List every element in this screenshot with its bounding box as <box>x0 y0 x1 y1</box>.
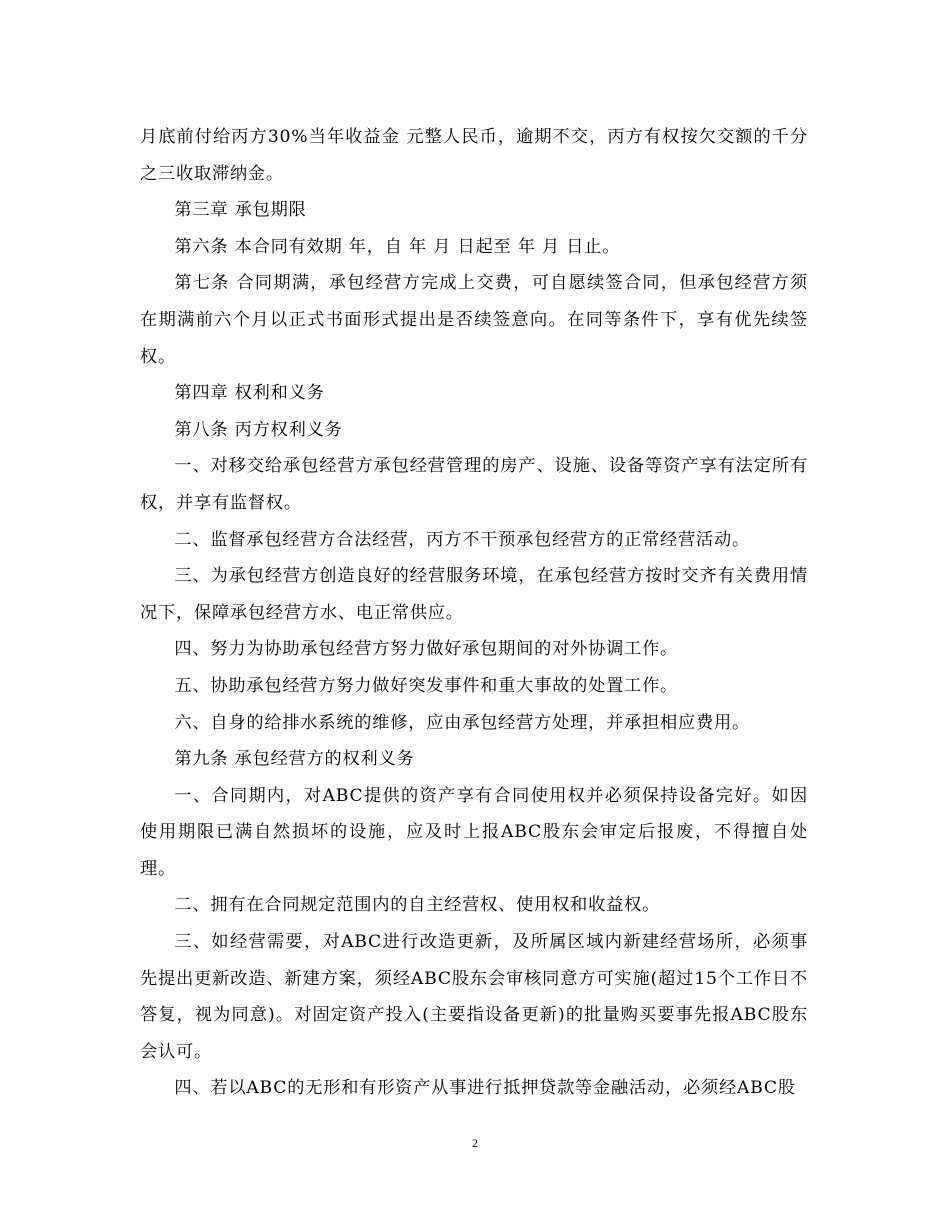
article-8-item-5: 五、协助承包经营方努力做好突发事件和重大事故的处置工作。 <box>174 675 679 696</box>
article-8-item-1: 一、对移交给承包经营方承包经营管理的房产、设施、设备等资产享有法定所有权，并享有监督权。 <box>140 456 808 513</box>
document-body <box>140 119 808 1107</box>
article-6: 第六条 本合同有效期 年，自 年 月 日起至 年 月 日止。 <box>174 236 621 257</box>
article-9-item-4: 四、若以ABC的无形和有形资产从事进行抵押贷款等金融活动，必须经ABC股 <box>174 1078 796 1099</box>
article-8-item-6: 六、自身的给排水系统的维修，应由承包经营方处理，并承担相应费用。 <box>174 712 750 733</box>
page-number: 2 <box>472 1136 478 1150</box>
article-7: 第七条 合同期满，承包经营方完成上交费，可自愿续签合同，但承包经营方须在期满前六个月以正式书面形式提出是否续签意向。在同等条件下，享有优先续签权。 <box>140 273 808 367</box>
article-8-item-4: 四、努力为协助承包经营方努力做好承包期间的对外协调工作。 <box>174 639 679 660</box>
article-9-item-1: 一、合同期内，对ABC提供的资产享有合同使用权并必须保持设备完好。如因使用期限已满自然损坏的设施，应及时上报ABC股东会审定后报废，不得擅自处理。 <box>140 785 808 879</box>
article-8-item-3: 三、为承包经营方创造良好的经营服务环境，在承包经营方按时交齐有关费用情况下，保障承包经营方水、电正常供应。 <box>140 566 808 623</box>
article-8-item-2: 二、监督承包经营方合法经营，丙方不干预承包经营方的正常经营活动。 <box>174 529 750 550</box>
article-9-item-3: 三、如经营需要，对ABC进行改造更新，及所属区域内新建经营场所，必须事先提出更新改造、新建方案，须经ABC股东会审核同意方可实施(超过15个工作日不答复，视为同意)。对固定资产投入(主要指设备更新)的批量购买要事先报ABC股东会认可。 <box>140 932 808 1062</box>
chapter-3-heading: 第三章 承包期限 <box>174 200 307 221</box>
article-8-heading: 第八条 丙方权利义务 <box>174 419 343 440</box>
paragraph-1: 月底前付给丙方30%当年收益金 元整人民币，逾期不交，丙方有权按欠交额的千分之三收取滞纳金。 <box>140 127 808 184</box>
article-9-heading: 第九条 承包经营方的权利义务 <box>174 749 415 770</box>
chapter-4-heading: 第四章 权利和义务 <box>174 383 325 404</box>
article-9-item-2: 二、拥有在合同规定范围内的自主经营权、使用权和收益权。 <box>174 895 661 916</box>
